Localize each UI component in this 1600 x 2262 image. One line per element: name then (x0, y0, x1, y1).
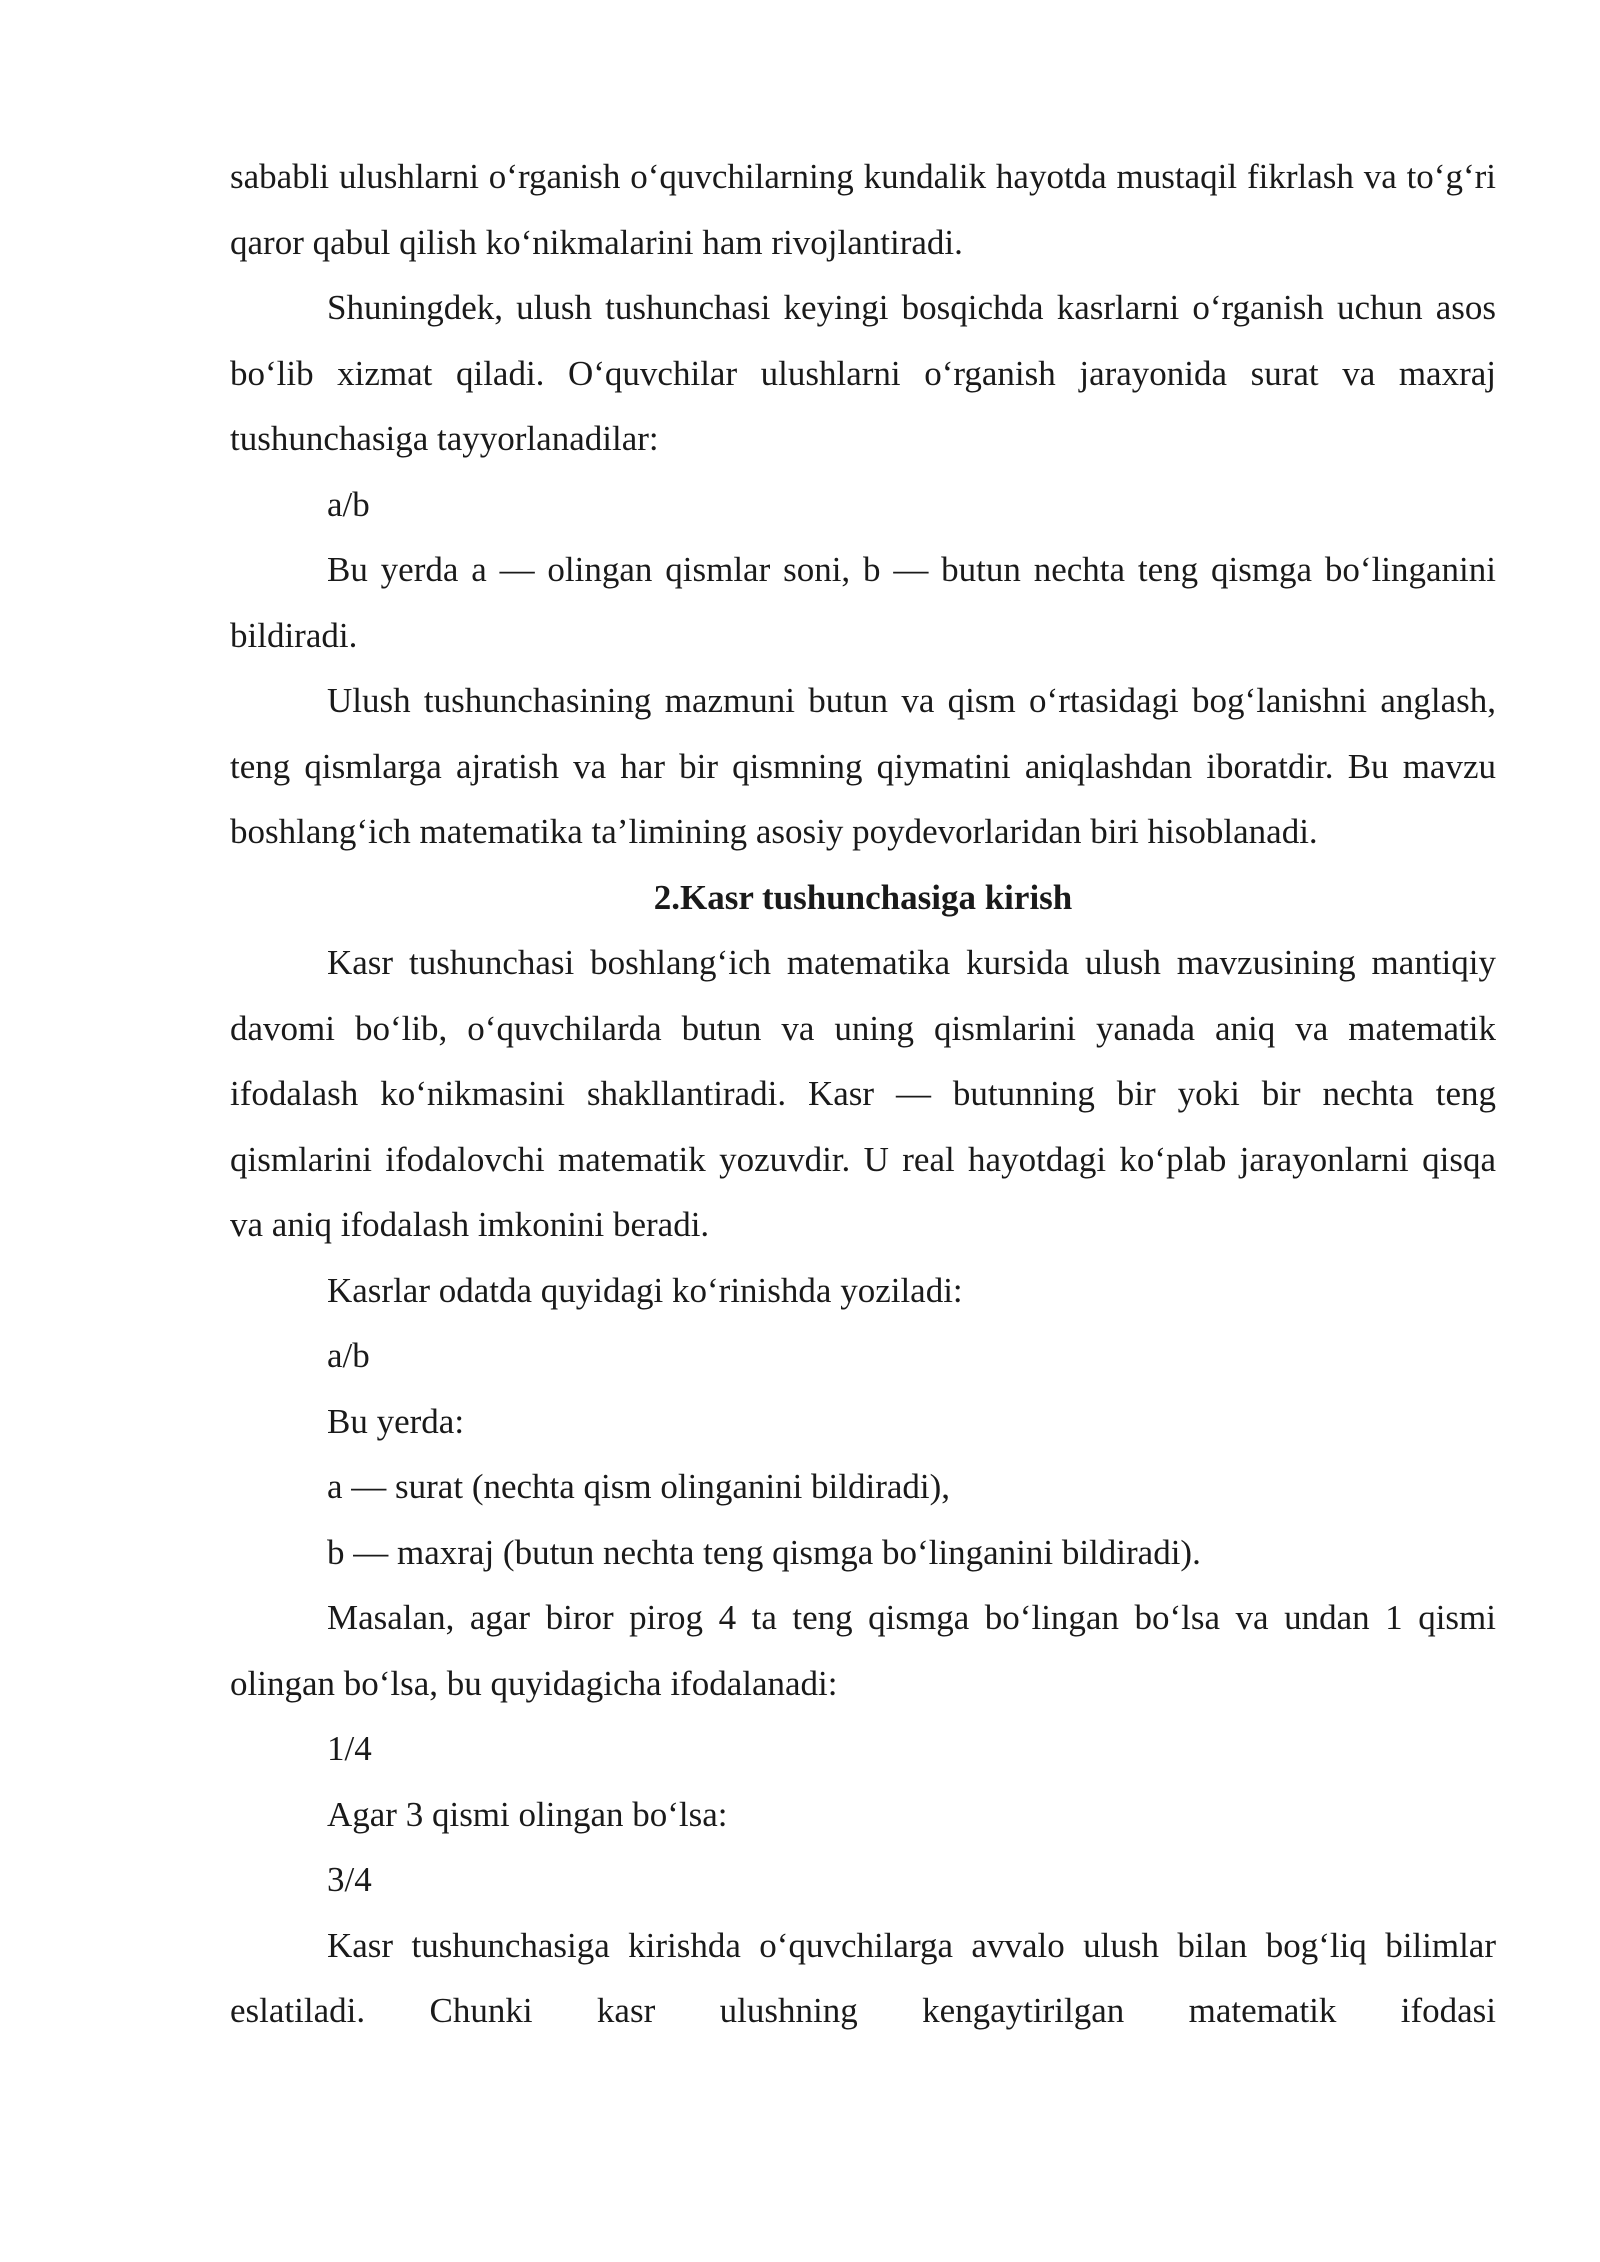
paragraph-formula-explanation: Bu yerda a — olingan qismlar soni, b — butun nechta teng qismga bo‘linganini bildiradi. (230, 550, 1496, 655)
paragraph-three-parts: Agar 3 qismi olingan bo‘lsa: (327, 1794, 728, 1834)
section-heading: 2.Kasr tushunchasiga kirish (653, 877, 1073, 917)
formula-three-quarters: 3/4 (327, 1860, 372, 1899)
paragraph-ulush-meaning: Ulush tushunchasining mazmuni butun va qism o‘rtasidagi bog‘lanishni anglash, teng qismlarga ajratish va har bir qismning qiymatini aniqlashdan iboratdir. Bu mavzu boshlang‘ich matematika ta’limining asosiy poydevorlaridan biri hisoblanadi. (230, 681, 1496, 851)
paragraph-kasr-entry: Kasr tushunchasiga kirishda o‘quvchilarga avvalo ulush bilan bog‘liq bilimlar eslatiladi. Chunki kasr ulushning kengaytirilgan matematik ifodasi (230, 1925, 1496, 2030)
paragraph-kasr-notation: Kasrlar odatda quyidagi ko‘rinishda yoziladi: (327, 1270, 963, 1310)
formula-a-over-b-2: a/b (327, 1336, 370, 1375)
paragraph-bu-yerda: Bu yerda: (327, 1401, 465, 1441)
paragraph-kasr-intro: Kasr tushunchasi boshlang‘ich matematika kursida ulush mavzusining mantiqiy davomi bo‘lib, o‘quvchilarda butun va uning qismlarini yanada aniq va matematik ifodalash ko‘nikmasini shakllantiradi. Kasr — butunning bir yoki bir nechta teng qismlarini ifodalovchi matematik yozuvdir. U real hayotdagi ko‘plab jarayonlarni qisqa va aniq ifodalash imkonini beradi. (230, 943, 1496, 1244)
definition-maxraj: b — maxraj (butun nechta teng qismga bo‘linganini bildiradi). (327, 1532, 1201, 1572)
document-body (230, 144, 1496, 2044)
paragraph-ulush-kasr-basis: Shuningdek, ulush tushunchasi keyingi bosqichda kasrlarni o‘rganish uchun asos bo‘lib xizmat qiladi. O‘quvchilar ulushlarni o‘rganish jarayonida surat va maxraj tushunchasiga tayyorlanadilar: (230, 288, 1496, 458)
paragraph-continuation: sababli ulushlarni o‘rganish o‘quvchilarning kundalik hayotda mustaqil fikrlash va to‘g‘ri qaror qabul qilish ko‘nikmalarini ham rivojlantiradi. (230, 157, 1496, 262)
paragraph-pie-example: Masalan, agar biror pirog 4 ta teng qismga bo‘lingan bo‘lsa va undan 1 qismi olingan bo‘lsa, bu quyidagicha ifodalanadi: (230, 1598, 1496, 1703)
definition-surat: a — surat (nechta qism olinganini bildiradi), (327, 1467, 951, 1506)
formula-a-over-b: a/b (327, 484, 370, 524)
formula-one-quarter: 1/4 (327, 1729, 372, 1768)
